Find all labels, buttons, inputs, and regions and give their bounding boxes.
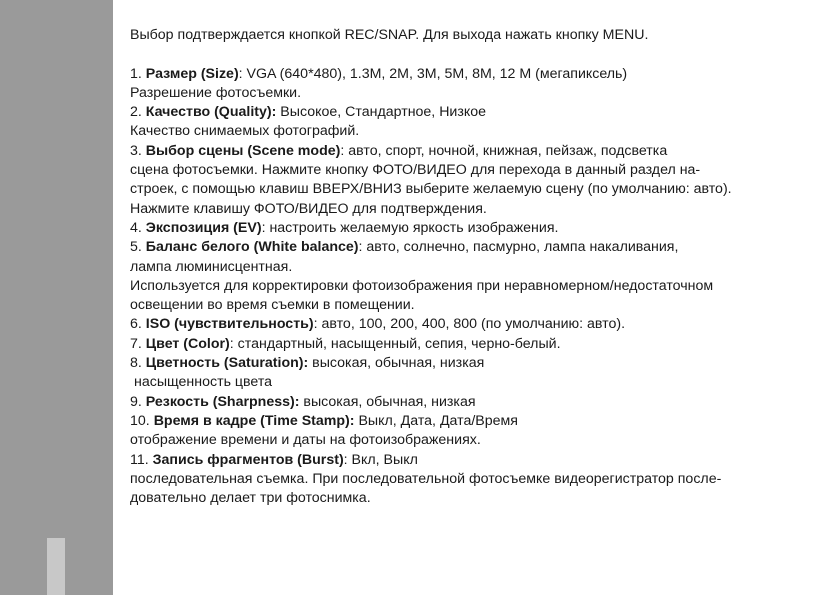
item-scene: 3. Выбор сцены (Scene mode): авто, спорт, ночной, книжная, пейзаж, подсветка (130, 142, 668, 159)
item-desc: Разрешение фотосъемки. (130, 84, 302, 101)
item-desc: отображение времени и даты на фотоизображениях. (130, 432, 481, 449)
item-title: Время в кадре (Time Stamp): (153, 412, 355, 429)
item-white-balance: 5. Баланс белого (White balance): авто, солнечно, пасмурно, лампа накаливания, (130, 239, 679, 256)
item-title: Цветность (Saturation): (145, 355, 309, 372)
item-desc: лампа люминисцентная. (130, 258, 293, 275)
item-ev: 4. Экспозиция (EV): настроить желаемую яркость изображения. (130, 219, 559, 236)
item-color: 7. Цвет (Color): стандартный, насыщенный, сепия, черно-белый. (130, 335, 561, 352)
item-desc: строек, с помощью клавиш ВВЕРХ/ВНИЗ выберите желаемую сцену (по умолчанию: авто). (130, 181, 732, 198)
item-desc: освещении во время съемки в помещении. (130, 297, 415, 314)
page-side-strip (0, 0, 113, 595)
item-title: Цвет (Color) (145, 335, 230, 352)
item-sharpness: 9. Резкость (Sharpness): высокая, обычная, низкая (130, 393, 476, 410)
item-desc: сцена фотосъемки. Нажмите кнопку ФОТО/ВИДЕО для перехода в данный раздел на- (130, 162, 701, 179)
item-time-stamp: 10. Время в кадре (Time Stamp): Выкл, Дата, Дата/Время (130, 412, 518, 429)
item-desc: Нажмите клавишу ФОТО/ВИДЕО для подтверждения. (130, 200, 487, 217)
item-saturation: 8. Цветность (Saturation): высокая, обычная, низкая (130, 355, 485, 372)
intro-text: Выбор подтверждается кнопкой REC/SNAP. Для выхода нажать кнопку MENU. (130, 27, 649, 43)
item-desc: Используется для корректировки фотоизображения при неравномерном/недостаточном (130, 277, 714, 294)
item-title: Баланс белого (White balance) (145, 239, 359, 256)
item-title: Размер (Size) (145, 65, 239, 82)
item-desc: довательно делает три фотоснимка. (130, 490, 371, 507)
item-title: Выбор сцены (Scene mode) (145, 142, 341, 159)
item-burst: 11. Запись фрагментов (Burst): Вкл, Выкл (130, 451, 418, 468)
item-desc: последовательная съемка. При последовательной фотосъемке видеорегистратор после- (130, 470, 722, 487)
item-title: Экспозиция (EV) (145, 219, 262, 236)
item-title: Резкость (Sharpness): (145, 393, 300, 410)
item-iso: 6. ISO (чувствительность): авто, 100, 200, 400, 800 (по умолчанию: авто). (130, 316, 626, 333)
page-tab-marker (47, 538, 65, 595)
item-title: Качество (Quality): (145, 104, 277, 121)
item-title: ISO (чувствительность) (145, 316, 314, 333)
item-size: 1. Размер (Size): VGA (640*480), 1.3M, 2M, 3M, 5M, 8M, 12 M (мегапиксель) (130, 65, 628, 82)
menu-settings-text (130, 26, 820, 508)
item-desc: насыщенность цвета (134, 374, 273, 391)
item-title: Запись фрагментов (Burst) (152, 451, 344, 468)
item-desc: Качество снимаемых фотографий. (130, 123, 360, 140)
item-quality: 2. Качество (Quality): Высокое, Стандартное, Низкое (130, 104, 487, 121)
